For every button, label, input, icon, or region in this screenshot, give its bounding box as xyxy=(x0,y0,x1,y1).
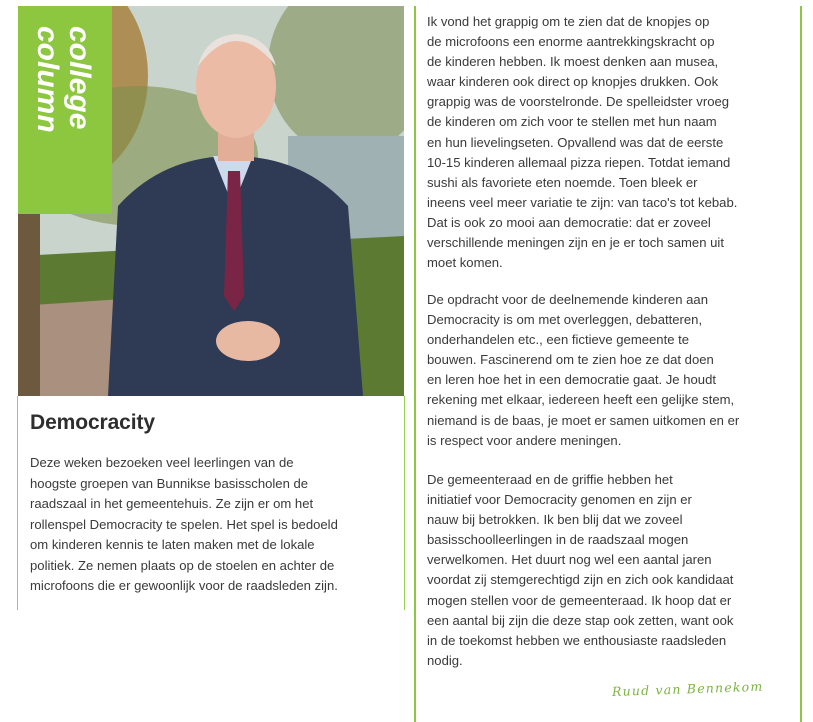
paragraph-3: De gemeenteraad en de griffie hebben het initiatief voor Democracity genomen en zijn er nauw bij betrokken. Ik ben blij dat we zoveel basisschoolleerlingen in de raadszaal mogen verwelkomen. Het duurt nog wel een aantal jaren voordat zij stemgerechtigd zijn en zich ook kandidaat mogen stellen voor de gemeenteraad. Ik hoop dat er een aantal bij zijn die deze stap ook zetten, want ook in de toekomst hebben we enthousiaste raadsleden nodig. xyxy=(427,472,734,668)
left-column-right-border xyxy=(404,396,405,610)
right-column-left-border xyxy=(414,6,416,722)
paragraph-1: Ik vond het grappig om te zien dat de knopjes op de microfoons een enorme aantrekkingskracht op de kinderen hebben. Ik moest denken aan musea, waar kinderen ook direct op knopjes drukken. Ook grappig was de voorstelronde. De spelleidster vroeg de kinderen om zich voor te stellen met hun naam en hun lievelingseten. Opvallend was dat de eerste 10-15 kinderen allemaal pizza riepen. Totdat iemand sushi als favoriete eten noemde. Toen bleek er ineens veel meer variatie te zijn: van taco's tot kebab. Dat is ook zo mooi aan democratie: dat er zoveel verschillende meningen zijn en je er toch samen uit moet komen. xyxy=(427,14,738,271)
intro-paragraph: Deze weken bezoeken veel leerlingen van de hoogste groepen van Bunnikse basisscholen de raadszaal in het gemeentehuis. Ze zijn er om het rollenspel Democracity te spelen. Het spel is bedoeld om kinderen kennis te laten maken met de lokale politiek. Ze nemen plaats op de stoelen en achter de microfoons die er gewoonlijk voor de raadsleden zijn. xyxy=(30,455,338,593)
column-badge-line1: college xyxy=(63,26,96,130)
author-signature: Ruud van Bennekom xyxy=(611,678,764,699)
article-title: Democracity xyxy=(30,411,155,434)
paragraph-2: De opdracht voor de deelnemende kinderen aan Democracity is om met overleggen, debatteren, onderhandelen etc., een fictieve gemeente te bouwen. Fascinerend om te zien hoe ze dat doen en leren hoe het in een democratie gaat. Je houdt rekening met elkaar, iedereen heeft een gelijke stem, niemand is de baas, je moet er samen uitkomen en er is respect voor andere meningen. xyxy=(427,292,740,448)
column-badge-label xyxy=(12,22,98,192)
column-badge-line2: column xyxy=(31,26,64,133)
right-column-right-border xyxy=(800,6,802,722)
